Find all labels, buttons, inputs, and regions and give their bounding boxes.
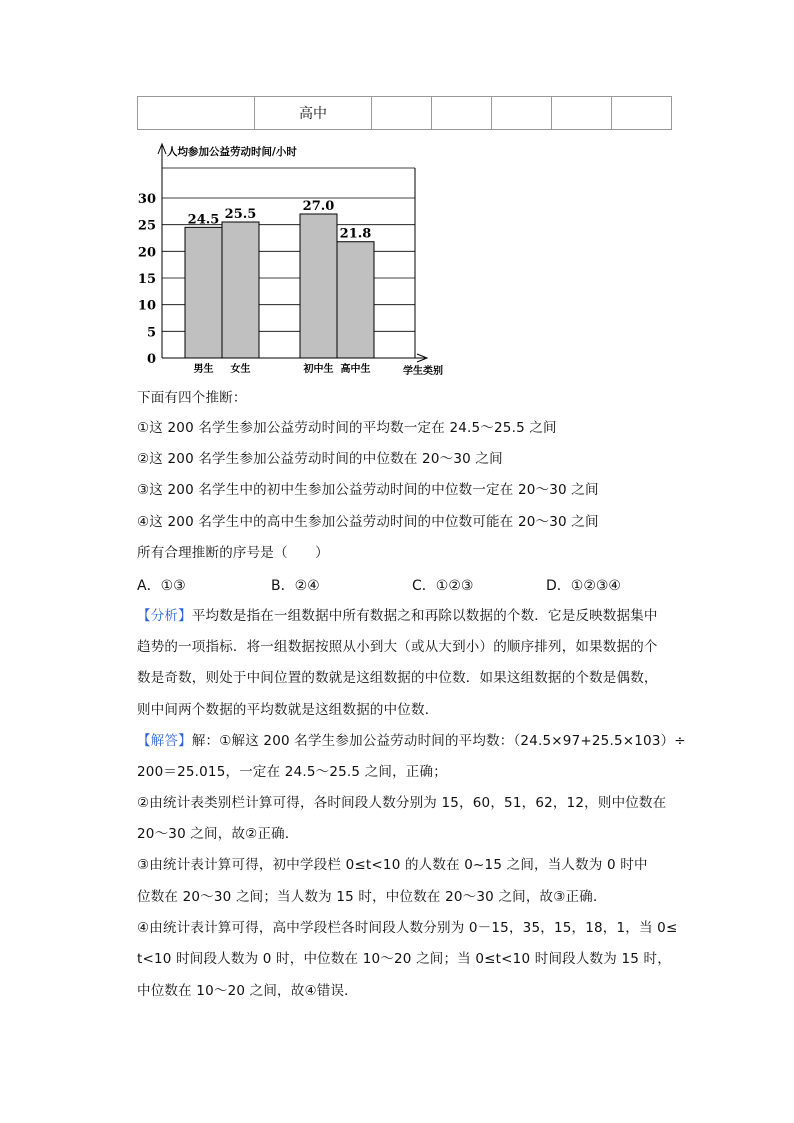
table-cell xyxy=(492,97,552,130)
data-label: 24.5 xyxy=(187,212,220,228)
x-tick-label: 高中生 xyxy=(340,364,371,375)
table-cell xyxy=(612,97,672,130)
analysis-text: 平均数是指在一组数据中所有数据之和再除以数据的个数．它是反映数据集中 xyxy=(191,608,658,624)
y-tick-label: 15 xyxy=(137,272,156,287)
bar-初中生 xyxy=(300,214,337,358)
inference-4: ④这 200 名学生中的高中生参加公益劳动时间的中位数可能在 20～30 之间 xyxy=(137,514,599,530)
x-tick-label: 女生 xyxy=(230,364,251,375)
x-axis-label: 学生类别 xyxy=(403,366,443,377)
question-line: 所有合理推断的序号是（ ） xyxy=(137,545,329,561)
y-tick-label: 5 xyxy=(146,325,156,341)
y-tick-label: 10 xyxy=(137,298,156,314)
answer-line-5: ③由统计表计算可得，初中学段栏 0≤t<10 的人数在 0~15 之间，当人数为 0 时中 xyxy=(137,857,648,873)
answer-line-6: 位数在 20～30 之间；当人数为 15 时，中位数在 20～30 之间，故③正确． xyxy=(137,889,607,905)
answer-line-9: 中位数在 10～20 之间，故④错误． xyxy=(137,983,358,999)
analysis-line-1 xyxy=(137,606,658,626)
y-tick-label: 0 xyxy=(146,352,156,367)
option-c: C．①②③ xyxy=(412,578,474,594)
analysis-line-3: 数是奇数，则处于中间位置的数就是这组数据的中位数．如果这组数据的个数是偶数， xyxy=(137,670,658,686)
table-cell xyxy=(372,97,432,130)
bar-男生 xyxy=(185,227,222,358)
answer-line-8: t<10 时间段人数为 0 时，中位数在 10～20 之间；当 0≤t<10 时间段人数为 15 时， xyxy=(137,951,671,967)
bar-chart xyxy=(135,138,455,380)
table-row xyxy=(138,97,672,130)
option-b: B．②④ xyxy=(271,578,320,594)
bar-高中生 xyxy=(337,242,374,358)
data-label: 27.0 xyxy=(302,199,335,214)
answer-text: 解：①解这 200 名学生参加公益劳动时间的平均数：（24.5×97+25.5×103）÷ xyxy=(191,733,686,749)
y-tick-label: 25 xyxy=(137,218,156,234)
analysis-tag: 【分析】 xyxy=(137,608,192,624)
table-cell xyxy=(138,97,255,130)
bar-女生 xyxy=(222,222,259,358)
answer-tag: 【解答】 xyxy=(137,733,192,749)
data-label: 25.5 xyxy=(224,207,257,222)
data-label: 21.8 xyxy=(339,226,372,242)
answer-line-2: 200＝25.015，一定在 24.5～25.5 之间，正确； xyxy=(137,764,447,780)
inference-1: ①这 200 名学生参加公益劳动时间的平均数一定在 24.5～25.5 之间 xyxy=(137,420,557,436)
inference-3: ③这 200 名学生中的初中生参加公益劳动时间的中位数一定在 20～30 之间 xyxy=(137,482,599,498)
answer-line-4: 20～30 之间，故②正确． xyxy=(137,826,299,842)
table-cell-category: 高中 xyxy=(255,97,372,130)
option-a: A．①③ xyxy=(137,578,186,594)
y-axis-label: 人均参加公益劳动时间/小时 xyxy=(167,146,297,158)
intro-line: 下面有四个推断： xyxy=(137,390,247,406)
analysis-line-4: 则中间两个数据的平均数就是这组数据的中位数． xyxy=(137,702,439,718)
table-cell xyxy=(432,97,492,130)
y-tick-label: 20 xyxy=(137,245,156,261)
answer-line-7: ④由统计表计算可得，高中学段栏各时间段人数分别为 0－15，35，15，18，1，当 0≤ xyxy=(137,920,678,936)
y-tick-label: 30 xyxy=(137,192,156,207)
option-d: D．①②③④ xyxy=(546,578,621,594)
analysis-line-2: 趋势的一项指标．将一组数据按照从小到大（或从大到小）的顺序排列，如果数据的个 xyxy=(137,639,658,655)
x-tick-label: 男生 xyxy=(193,364,214,375)
answer-line-1 xyxy=(137,731,686,751)
stats-table-row xyxy=(137,96,672,130)
answer-line-3: ②由统计表类别栏计算可得，各时间段人数分别为 15，60，51，62，12，则中位数在 xyxy=(137,795,667,811)
table-cell xyxy=(552,97,612,130)
x-tick-label: 初中生 xyxy=(303,364,334,375)
inference-2: ②这 200 名学生参加公益劳动时间的中位数在 20～30 之间 xyxy=(137,451,503,467)
